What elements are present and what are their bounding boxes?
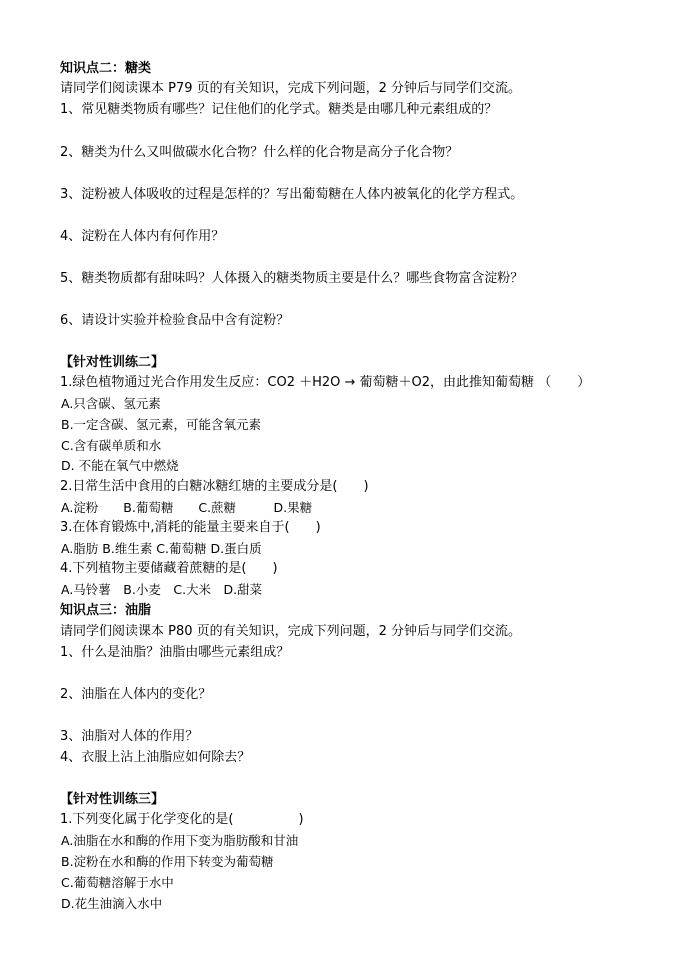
section3-question-1: 1、什么是油脂？油脂由哪些元素组成？ <box>60 645 290 660</box>
section2-question-5: 5、糖类物质都有甜味吗？人体摄入的糖类物质主要是什么？哪些食物富含淀粉？ <box>60 271 524 286</box>
practice2-q1-option-d: D. 不能在氧气中燃烧 <box>61 458 179 473</box>
practice2-q1-option-a: A.只含碳、氢元素 <box>61 396 161 411</box>
practice2-q4-options: A.马铃薯 B.小麦 C.大米 D.甜菜 <box>61 582 263 597</box>
section2-question-1: 1、常见糖类物质有哪些？记住他们的化学式。糖类是由哪几种元素组成的？ <box>60 102 498 117</box>
practice3-q1-option-b: B.淀粉在水和酶的作用下转变为葡萄糖 <box>61 854 274 869</box>
practice2-heading: 【针对性训练二】 <box>60 355 165 370</box>
practice2-q2-stem: 2.日常生活中食用的白糖冰糖红塘的主要成分是( ) <box>60 479 369 494</box>
practice2-q1-option-b: B.一定含碳、氢元素，可能含氧元素 <box>61 417 262 432</box>
practice2-q1-stem: 1.绿色植物通过光合作用发生反应：CO2 ＋H2O → 葡萄糖＋O2，由此推知葡萄糖 （ ） <box>60 375 591 390</box>
practice3-q1-option-a: A.油脂在水和酶的作用下变为脂肪酸和甘油 <box>61 833 299 848</box>
practice3-q1-option-c: C.葡萄糖溶解于水中 <box>61 875 174 890</box>
section3-intro: 请同学们阅读课本 P80 页的有关知识，完成下列问题，2 分钟后与同学们交流。 <box>60 624 522 639</box>
section3-question-3: 3、油脂对人体的作用？ <box>60 729 199 744</box>
practice2-q3-options: A.脂肪 B.维生素 C.葡萄糖 D.蛋白质 <box>61 541 262 556</box>
section2-heading: 知识点二：糖类 <box>60 61 152 76</box>
section3-heading: 知识点三：油脂 <box>60 603 152 618</box>
practice2-q1-option-c: C.含有碳单质和水 <box>61 438 162 453</box>
practice2-q3-stem: 3.在体育锻炼中,消耗的能量主要来自于( ) <box>60 520 321 535</box>
practice2-q4-stem: 4.下列植物主要储藏着蔗糖的是( ) <box>60 561 278 576</box>
section2-question-6: 6、请设计实验并检验食品中含有淀粉？ <box>60 313 290 328</box>
section2-intro: 请同学们阅读课本 P79 页的有关知识，完成下列问题，2 分钟后与同学们交流。 <box>60 81 522 96</box>
section2-question-4: 4、淀粉在人体内有何作用？ <box>60 229 225 244</box>
section2-question-3: 3、淀粉被人体吸收的过程是怎样的？写出葡萄糖在人体内被氧化的化学方程式。 <box>60 187 524 202</box>
practice3-q1-option-d: D.花生油滴入水中 <box>61 896 163 911</box>
section2-question-2: 2、糖类为什么又叫做碳水化合物？什么样的化合物是高分子化合物？ <box>60 145 459 160</box>
section3-question-4: 4、衣服上沾上油脂应如何除去？ <box>60 750 251 765</box>
practice2-q2-options: A.淀粉 B.葡萄糖 C.蔗糖 D.果糖 <box>61 500 313 515</box>
practice3-q1-stem: 1.下列变化属于化学变化的是( ) <box>60 812 304 827</box>
section3-question-2: 2、油脂在人体内的变化？ <box>60 687 212 702</box>
practice3-heading: 【针对性训练三】 <box>60 792 165 807</box>
